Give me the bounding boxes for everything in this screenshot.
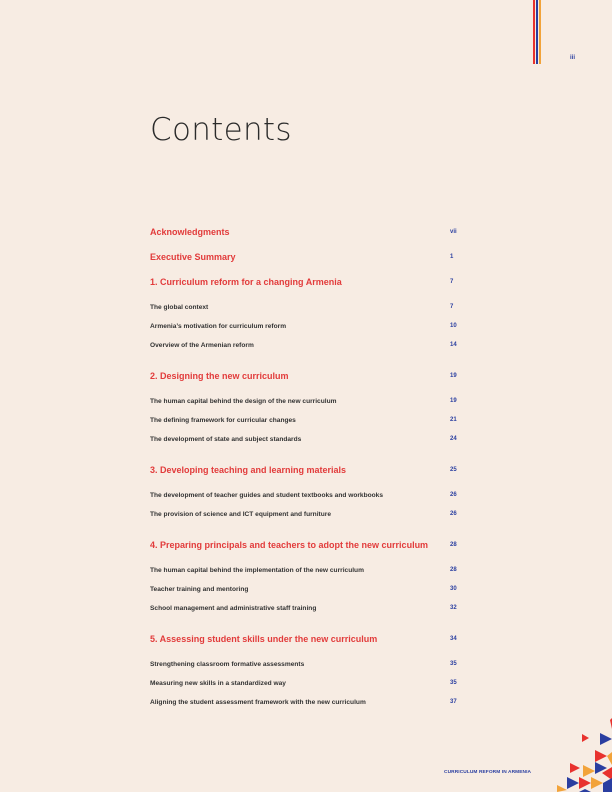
- toc-entry-page: 32: [450, 605, 457, 611]
- triangle-shape: [579, 777, 591, 789]
- toc-entry-label: Aligning the student assessment framework with the new curriculum: [150, 699, 366, 706]
- toc-entry-label: Armenia’s motivation for curriculum reform: [150, 323, 287, 330]
- toc-entry-label: The human capital behind the implementation of the new curriculum: [150, 567, 364, 574]
- toc-entry-label: 3. Developing teaching and learning materials: [150, 465, 347, 475]
- toc-subsection-item[interactable]: [150, 567, 470, 579]
- red-stripe: [533, 0, 535, 64]
- triangle-shape: [557, 785, 567, 792]
- toc-section-heading[interactable]: [150, 465, 470, 477]
- triangle-shape: [603, 778, 612, 792]
- toc-subsection-item[interactable]: [150, 436, 470, 448]
- toc-entry-label: School management and administrative staff training: [150, 605, 317, 612]
- toc-entry-label: 4. Preparing principals and teachers to adopt the new curriculum: [150, 540, 429, 550]
- triangle-shape: [600, 733, 612, 745]
- toc-entry-page: 34: [450, 636, 457, 642]
- toc-entry-page: 1: [450, 254, 454, 260]
- toc-section-heading[interactable]: [150, 252, 470, 264]
- toc-section-heading[interactable]: [150, 371, 470, 383]
- toc-subsection-item[interactable]: [150, 511, 470, 523]
- triangle-shape: [591, 777, 603, 789]
- toc-entry-page: 37: [450, 699, 457, 705]
- toc-section-heading[interactable]: [150, 540, 470, 552]
- blue-stripe: [536, 0, 538, 64]
- toc-entry-page: 7: [450, 304, 454, 310]
- page-number: iii: [570, 55, 576, 61]
- toc-entry-label: Overview of the Armenian reform: [150, 342, 254, 349]
- orange-stripe: [539, 0, 541, 64]
- toc-entry-page: 26: [450, 492, 457, 498]
- triangle-shape: [583, 765, 595, 777]
- toc-entry-label: Executive Summary: [150, 252, 236, 262]
- toc-entry-page: 24: [450, 436, 457, 442]
- toc-entry-page: 10: [450, 323, 457, 329]
- toc-entry-page: 19: [450, 398, 457, 404]
- triangle-shape: [570, 763, 580, 773]
- toc-entry-label: Acknowledgments: [150, 227, 230, 237]
- toc-entry-page: 21: [450, 417, 457, 423]
- toc-subsection-item[interactable]: [150, 398, 470, 410]
- triangle-pattern-decoration: [555, 715, 612, 792]
- toc-entry-label: 2. Designing the new curriculum: [150, 371, 289, 381]
- triangle-shape: [607, 752, 612, 765]
- toc-entry-label: The human capital behind the design of the new curriculum: [150, 398, 337, 405]
- toc-entry-page: 19: [450, 373, 457, 379]
- toc-subsection-item[interactable]: [150, 304, 470, 316]
- toc-entry-page: 35: [450, 680, 457, 686]
- toc-entry-label: The global context: [150, 304, 209, 311]
- toc-entry-label: Measuring new skills in a standardized way: [150, 680, 286, 687]
- triangle-shape: [582, 734, 589, 742]
- toc-section-heading[interactable]: [150, 277, 470, 289]
- toc-entry-page: 14: [450, 342, 457, 348]
- toc-subsection-item[interactable]: [150, 680, 470, 692]
- toc-entry-label: Teacher training and mentoring: [150, 586, 249, 593]
- toc-subsection-item[interactable]: [150, 323, 470, 335]
- toc-entry-label: 1. Curriculum reform for a changing Armenia: [150, 277, 342, 287]
- toc-entry-page: 28: [450, 542, 457, 548]
- toc-entry-page: 35: [450, 661, 457, 667]
- toc-subsection-item[interactable]: [150, 586, 470, 598]
- toc-subsection-item[interactable]: [150, 661, 470, 673]
- triangle-shape: [567, 777, 579, 789]
- toc-entry-page: 30: [450, 586, 457, 592]
- toc-entry-label: The provision of science and ICT equipment and furniture: [150, 511, 331, 518]
- page-title: Contents: [150, 112, 292, 148]
- toc-entry-label: 5. Assessing student skills under the new curriculum: [150, 634, 378, 644]
- triangle-shape: [595, 750, 607, 762]
- toc-entry-page: 7: [450, 279, 454, 285]
- toc-subsection-item[interactable]: [150, 492, 470, 504]
- toc-subsection-item[interactable]: [150, 342, 470, 354]
- toc-entry-page: 25: [450, 467, 457, 473]
- toc-subsection-item[interactable]: [150, 605, 470, 617]
- running-footer: CURRICULUM REFORM IN ARMENIA: [444, 770, 532, 775]
- toc-section-heading[interactable]: [150, 227, 470, 239]
- toc-entry-label: The development of teacher guides and student textbooks and workbooks: [150, 492, 384, 499]
- toc-entry-label: Strengthening classroom formative assessments: [150, 661, 305, 668]
- toc-entry-label: The development of state and subject standards: [150, 436, 302, 443]
- toc-subsection-item[interactable]: [150, 417, 470, 429]
- toc-entry-page: 26: [450, 511, 457, 517]
- toc-section-heading[interactable]: [150, 634, 470, 646]
- toc-entry-page: 28: [450, 567, 457, 573]
- flag-stripes-decoration: [533, 0, 543, 64]
- toc-subsection-item[interactable]: [150, 699, 470, 711]
- toc-entry-label: The defining framework for curricular changes: [150, 417, 296, 424]
- toc-entry-page: vii: [450, 229, 457, 235]
